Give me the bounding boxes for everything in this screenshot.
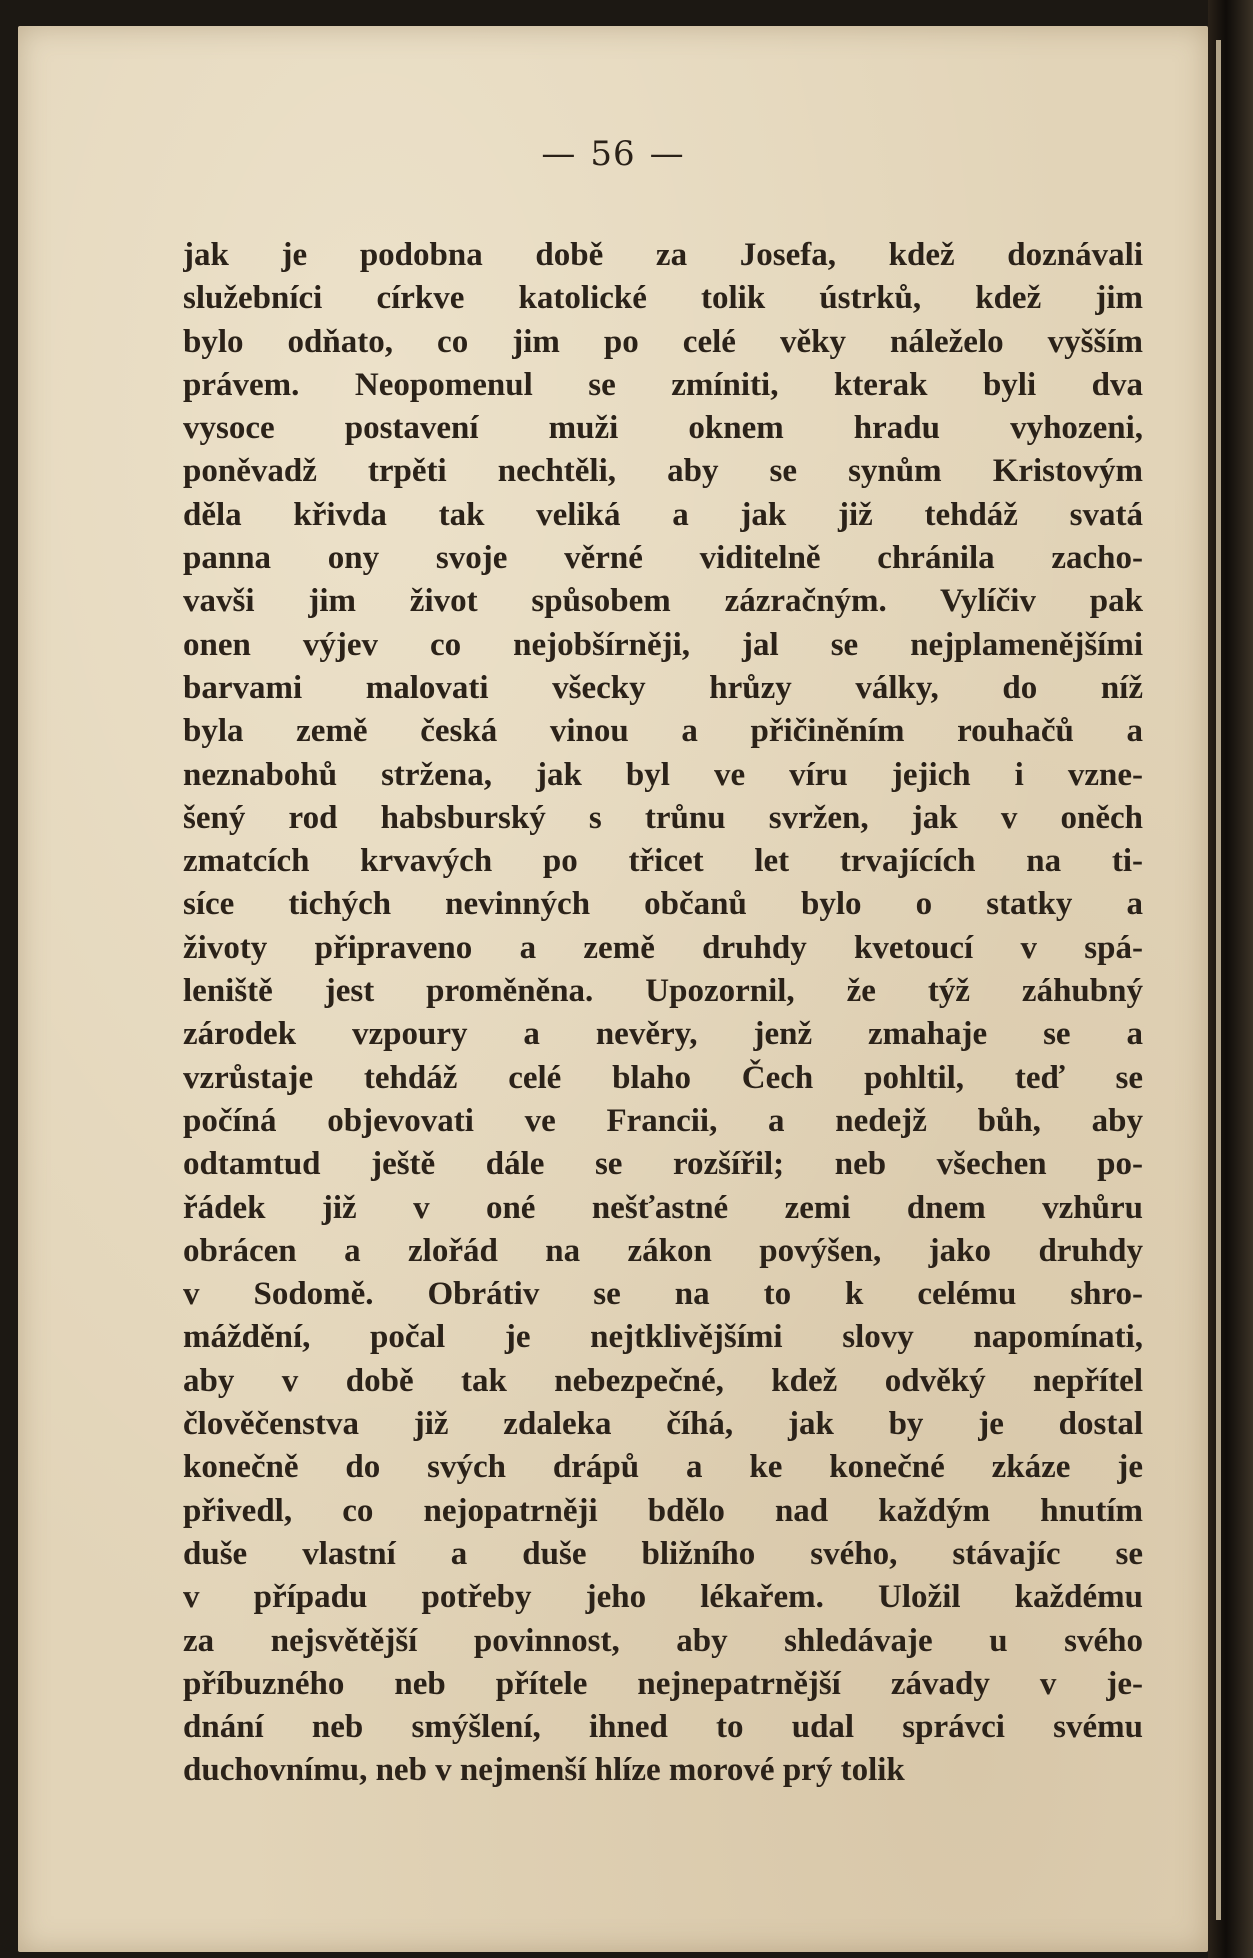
text-line: v Sodomě. Obrátiv se na to k celému shro- — [183, 1276, 1143, 1313]
text-line: příbuzného neb přítele nejnepatrnější závady v je- — [183, 1665, 1143, 1702]
text-line: zárodek vzpoury a nevěry, jenž zmahaje se a — [183, 1016, 1143, 1053]
text-line: právem. Neopomenul se zmíniti, kterak byli dva — [183, 366, 1143, 403]
text-line: barvami malovati všecky hrůzy války, do níž — [183, 669, 1143, 706]
text-line: za nejsvětější povinnost, aby shledávaje u svého — [183, 1622, 1143, 1659]
book-edge — [1208, 0, 1253, 1958]
text-line: děla křivda tak veliká a jak již tehdáž svatá — [183, 496, 1143, 533]
text-line: máždění, počal je nejtklivějšími slovy napomínati, — [183, 1319, 1143, 1356]
text-line: životy připraveno a země druhdy kvetoucí v spá- — [183, 929, 1143, 966]
page-edge-strip — [1216, 40, 1221, 1920]
text-line: služebníci církve katolické tolik ústrků, kdež jim — [183, 280, 1143, 317]
book-page — [18, 26, 1208, 1952]
text-line: byla země česká vinou a přičiněním rouhačů a — [183, 713, 1143, 750]
text-line: přivedl, co nejopatrněji bdělo nad každým hnutím — [183, 1492, 1143, 1529]
text-line: obrácen a zlořád na zákon povýšen, jako druhdy — [183, 1232, 1143, 1269]
text-line: vzrůstaje tehdáž celé blaho Čech pohltil, teď se — [183, 1059, 1143, 1096]
text-line: odtamtud ještě dále se rozšířil; neb všechen po- — [183, 1146, 1143, 1183]
text-line: člověčenstva již zdaleka číhá, jak by je dostal — [183, 1406, 1143, 1443]
text-line: panna ony svoje věrné viditelně chránila zacho- — [183, 540, 1143, 577]
text-line: v případu potřeby jeho lékařem. Uložil každému — [183, 1579, 1143, 1616]
text-line: síce tichých nevinných občanů bylo o statky a — [183, 886, 1143, 923]
text-line: duše vlastní a duše bližního svého, stávajíc se — [183, 1535, 1143, 1572]
text-line: počíná objevovati ve Francii, a nedejž bůh, aby — [183, 1102, 1143, 1139]
text-line: zmatcích krvavých po třicet let trvajících na ti- — [183, 843, 1143, 880]
text-line: neznabohů stržena, jak byl ve víru jejich i vzne- — [183, 756, 1143, 793]
text-line: onen výjev co nejobšírněji, jal se nejplamenějšími — [183, 626, 1143, 663]
text-line: vysoce postavení muži oknem hradu vyhozeni, — [183, 410, 1143, 447]
text-line: aby v době tak nebezpečné, kdež odvěký nepřítel — [183, 1362, 1143, 1399]
page-number-header — [18, 134, 1208, 174]
text-line: poněvadž trpěti nechtěli, aby se synům Kristovým — [183, 453, 1143, 490]
page-number: 56 — [590, 134, 636, 174]
text-line: dnání neb smýšlení, ihned to udal správci svému — [183, 1709, 1143, 1746]
text-line: konečně do svých drápů a ke konečné zkáze je — [183, 1449, 1143, 1486]
page-number-dash-right: — — [649, 134, 685, 174]
text-line: vavši jim život spůsobem zázračným. Vylíčiv pak — [183, 583, 1143, 620]
text-line: jak je podobna době za Josefa, kdež doznávali — [183, 237, 1143, 273]
text-line: šený rod habsburský s trůnu svržen, jak v oněch — [183, 799, 1143, 836]
body-text — [183, 234, 1143, 1793]
page-number-dash-left: — — [541, 134, 577, 174]
text-line: řádek již v oné nešťastné zemi dnem vzhůru — [183, 1189, 1143, 1226]
text-line: bylo odňato, co jim po celé věky náleželo vyšším — [183, 323, 1143, 360]
text-line: leniště jest proměněna. Upozornil, že týž záhubný — [183, 973, 1143, 1010]
text-line: duchovnímu, neb v nejmenší hlíze morové prý tolik — [183, 1752, 905, 1789]
